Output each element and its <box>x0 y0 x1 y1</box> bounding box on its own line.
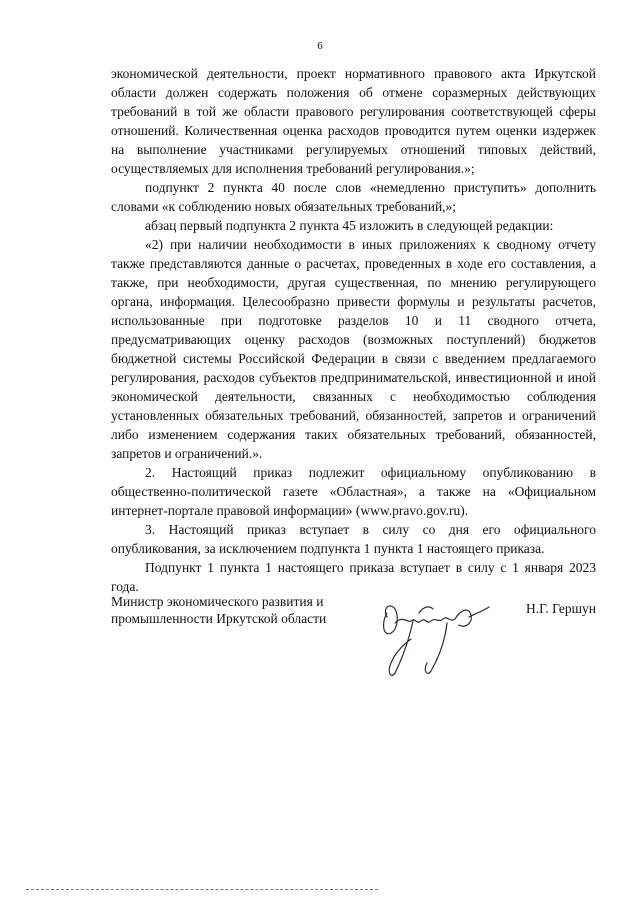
paragraph-amendment-45: абзац первый подпункта 2 пункта 45 изложить в следующей редакции: <box>145 218 554 233</box>
page-number: 6 <box>317 40 323 52</box>
signer-position: Министр экономического развития и промышленности Иркутской области <box>111 594 327 626</box>
paragraph-item-3: 3. Настоящий приказ вступает в силу со дня его официального опубликования, за исключением подпункта 1 пункта 1 настоящего приказа. <box>111 522 596 556</box>
signature-block <box>111 593 596 683</box>
paragraph-effective-date: Подпункт 1 пункта 1 настоящего приказа вступает в силу с 1 января 2023 года. <box>111 560 596 594</box>
signer-name: Н.Г. Гершун <box>525 601 596 616</box>
handwritten-signature <box>373 593 495 681</box>
paragraph-item-2: 2. Настоящий приказ подлежит официальному опубликованию в общественно-политической газете «Областная», а также на «Официальном интернет-портале правовой информации» (www.pravo.gov.ru). <box>111 465 596 518</box>
paragraph-quoted-text: «2) при наличии необходимости в иных приложениях к сводному отчету также представляются данные о расчетах, проведенных в ходе его составления, а также, при необходимости, другая существенная, по мнению регулирующего органа, информация. Целесообразно привести формулы и результаты расчетов, использованные при подготовке разделов 10 и 11 сводного отчета, предусматривающих оценку расходов (возможных поступлений) бюджетов бюджетной системы Российской Федерации в связи с введением предлагаемого регулирования, расходов субъектов предпринимательской, инвестиционной и иной экономической деятельности, связанных с необходимостью соблюдения установленных обязательных требований, обязанностей, запретов и ограничений либо изменением содержания таких обязательных требований, обязанностей, запретов и ограничений.». <box>111 237 596 461</box>
document-body <box>111 64 596 596</box>
paragraph-continuation: экономической деятельности, проект нормативного правового акта Иркутской области должен содержать положения об отмене соразмерных действующих требований в той же области правового регулирования соответствующей сферы отношений. Количественная оценка расходов проводится путем оценки издержек на выполнение участниками регулируемых отношений типовых действий, осуществляемых для исполнения требований регулирования.»; <box>111 66 596 176</box>
paragraph-amendment-40: подпункт 2 пункта 40 после слов «немедленно приступить» дополнить словами «к соблюдению новых обязательных требований,»; <box>111 180 596 214</box>
footer-rule <box>26 889 378 890</box>
